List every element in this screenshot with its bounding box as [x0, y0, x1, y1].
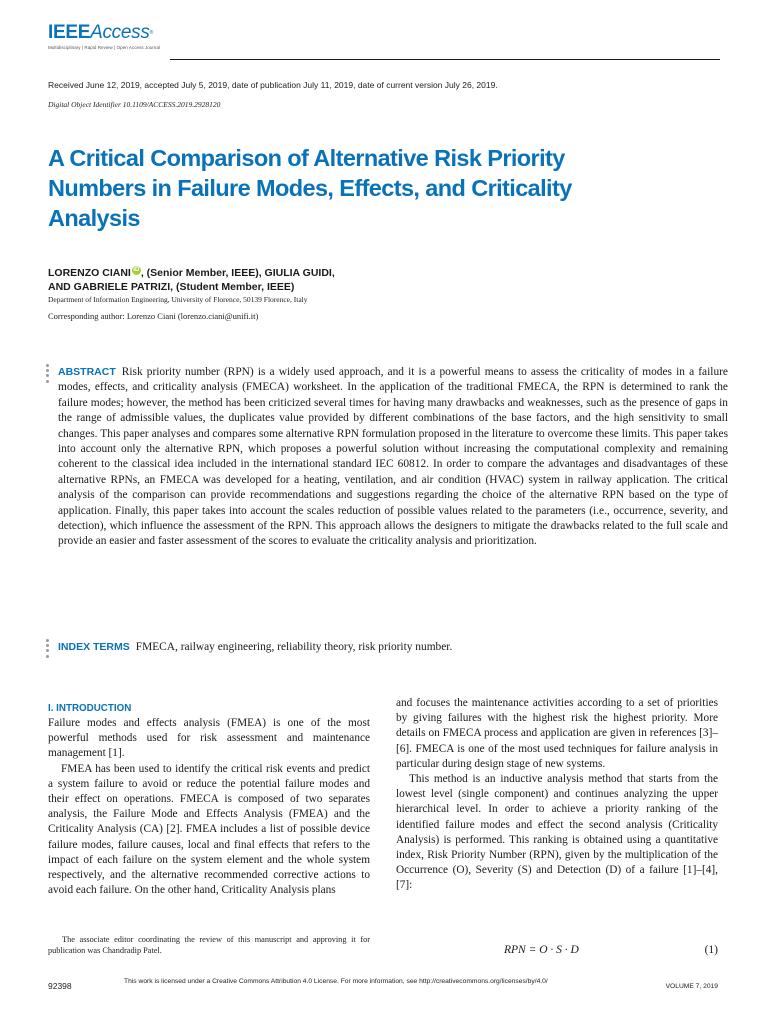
- page-number: 92398: [48, 981, 72, 991]
- index-terms-label: INDEX TERMS: [58, 641, 130, 653]
- license-notice[interactable]: This work is licensed under a Creative Commons Attribution 4.0 License. For more information, see http://creativecommons.org/licenses/by/4.0/: [124, 978, 548, 985]
- logo-trademark: ®: [149, 30, 153, 36]
- volume-label: VOLUME 7, 2019: [665, 983, 718, 990]
- abstract-block: [58, 365, 728, 550]
- author-list: [48, 266, 468, 294]
- header-rule: [170, 59, 720, 60]
- footnote-text: The associate editor coordinating the review of this manuscript and approving it for publication was Chandradip Patel.: [48, 935, 370, 955]
- corresponding-author: Corresponding author: Lorenzo Ciani (lorenzo.ciani@unifi.it): [48, 311, 259, 321]
- author-name-ciani: LORENZO CIANI: [48, 267, 131, 279]
- intro-paragraph-2: FMEA has been used to identify the critical risk events and predict a system failure to avoid or reduce the potential failure modes and their effect on operations. FMECA is composed of two separates analysis, the Failure Mode and Effects Analysis (FMEA) and the Criticality Analysis (CA) [2]. FMEA includes a list of possible device failure modes, failure causes, local and final effects that refers to the impact of each failure on the system element and the whole system respectively, and the alternative recommended corrective actions to avoid each failure. On the other hand, Criticality Analysis plans: [48, 762, 370, 897]
- index-terms-marker-icon: [46, 639, 50, 658]
- abstract-marker-icon: [46, 364, 50, 383]
- abstract-text: Risk priority number (RPN) is a widely used approach, and it is a powerful means to assess the criticality of modes in a failure modes, effects, and criticality analysis (FMECA) worksheet. In the application of the traditional FMECA, the RPN is determined to rank the failure modes; however, the method has been criticized several times for having many drawbacks and weaknesses, such as the presence of gaps in the range of admissible values, the duplicates value provided by different combinations of the base factors, and the high sensitivity to small changes. This paper analyses and compares some alternative RPN formulation proposed in the literature to overcome these limits. This paper takes into account only the alternative RPN, which proposes a powerful solution without increasing the computational complexity and remaining coherent to the classical idea included in the international standard IEC 60812. In order to compare the advantages and disadvantages of these alternative RPNs, an FMECA was developed for a heating, ventilation, and air condition (HVAC) system in railway application. The critical analysis of the comparison can provide recommendations and suggestions regarding the choice of the alternative RPN based on the type of application. Finally, this paper takes into account the scales reduction of possible values related to the parameters (i.e., occurrence, severity, and detection), which influence the assessment of the RPN. This approach allows the designers to mitigate the drawbacks related to the full scale and provide an easier and faster assessment of the scores to evaluate the criticality analysis and prioritization.: [58, 366, 728, 548]
- editor-footnote: [48, 934, 370, 956]
- intro-paragraph-3: and focuses the maintenance activities according to a set of priorities by giving failures with the highest risk the highest priority. More details on FMECA process and application are given in references [3]–[6]. FMECA is one of the most used techniques for failure analysis in particular during design stage of new systems.: [396, 697, 718, 770]
- author-list-line2: AND GABRIELE PATRIZI, (Student Member, IEEE): [48, 281, 295, 293]
- journal-logo: [48, 22, 160, 50]
- logo-wordmark: [48, 22, 160, 44]
- index-terms-text: FMECA, railway engineering, reliability theory, risk priority number.: [135, 641, 453, 653]
- abstract-label: ABSTRACT: [58, 366, 116, 378]
- index-terms-block: [58, 640, 728, 655]
- section-heading-introduction: I. INTRODUCTION: [48, 703, 132, 714]
- logo-access: Access: [90, 22, 150, 43]
- doi-line[interactable]: Digital Object Identifier 10.1109/ACCESS.2019.2928120: [48, 100, 221, 109]
- equation-number: (1): [704, 944, 718, 956]
- equation-expression: RPN = O · S · D: [504, 944, 579, 956]
- orcid-icon[interactable]: iD: [133, 267, 140, 273]
- paper-title: A Critical Comparison of Alternative Risk Priority Numbers in Failure Modes, Effects, and Criticality Analysis: [48, 145, 572, 231]
- right-column: [396, 696, 718, 894]
- author-list-line1-rest: , (Senior Member, IEEE), GIULIA GUIDI,: [140, 267, 335, 279]
- received-dates: Received June 12, 2019, accepted July 5, 2019, date of publication July 11, 2019, date of current version July 26, 2019.: [48, 80, 498, 90]
- affiliation: Department of Information Engineering, University of Florence, 50139 Florence, Italy: [48, 295, 308, 304]
- equation-1: [396, 944, 718, 960]
- logo-tagline: Multidisciplinary | Rapid Review | Open Access Journal: [48, 45, 161, 50]
- left-column: [48, 702, 370, 898]
- intro-paragraph-4: This method is an inductive analysis method that starts from the lowest level (single component) and continues analyzing the upper hierarchical level. In order to achieve a priority ranking of the identified failure modes and effect the second analysis (Criticality Analysis) is performed. This ranking is obtained using a quantitative index, Risk Priority Number (RPN), given by the multiplication of the Occurrence (O), Severity (S) and Detection (D) of a failure [1]–[4], [7]:: [396, 773, 718, 892]
- intro-paragraph-1: Failure modes and effects analysis (FMEA) is one of the most powerful methods used for risk assessment and maintenance management [1].: [48, 717, 370, 760]
- logo-ieee: IEEE: [48, 22, 91, 43]
